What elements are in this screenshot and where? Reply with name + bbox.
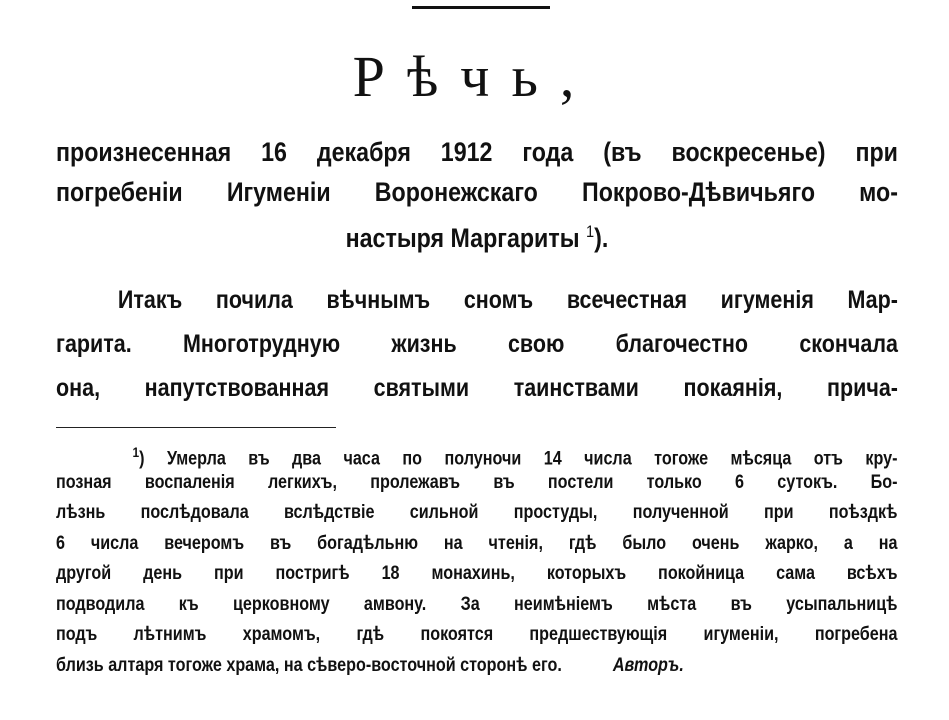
top-rule [412,6,550,9]
footnote-line-4: 6 числа вечеромъ въ богадѣльню на чтенiя, гдѣ было очень жарко, а на [56,532,898,554]
footnote-author: Авторъ. [612,654,684,676]
subtitle-line-2: погребенiи Игуменiи Воронежскаго Покрово-Дѣвичьяго мо- [56,177,898,207]
body-line-1: Итакъ почила вѣчнымъ сномъ всечестная игуменiя Мар- [117,286,898,314]
subtitle-line-3 [56,212,898,258]
footnote-line-7: подъ лѣтнимъ храмомъ, гдѣ покоятся предшествующiя игуменiи, погребена [56,624,898,645]
footnote-line-6: подводила къ церковному амвону. За неимѣнiемъ мѣста въ усыпальницѣ [56,593,898,615]
footnote-line-8-text: близь алтаря тогоже храма, на сѣверо-восточной сторонѣ его. [56,654,562,676]
body-paragraph [56,278,898,410]
page-title: Рѣчь, [352,44,597,109]
footnote-line-2: позная воспаленiя легкихъ, пролежавъ въ постели только 6 сутокъ. Бо- [56,471,898,493]
subtitle [56,132,898,258]
body-line-3: она, напутствованная святыми таинствами покаянiя, прича- [56,374,898,402]
subtitle-line-3-text: настыря Маргариты [345,223,580,253]
footnote-line-8 [56,651,898,682]
footnote-line-1 [56,437,898,468]
body-line-2: гарита. Многотрудную жизнь свою благочестно скончала [56,330,898,358]
footnote-rule [56,427,336,428]
footnote-reference[interactable]: 1 [585,222,595,241]
footnote-line-5: другой день при постригѣ 18 монахинь, которыхъ покойница сама всѣхъ [56,563,898,584]
subtitle-line-3-end: ). [594,223,609,253]
subtitle-line-1: произнесенная 16 декабря 1912 года (въ воскресенье) при [56,137,898,167]
footnote-line-3: лѣзнь послѣдовала вслѣдствiе сильной простуды, полученной при поѣздкѣ [56,502,898,523]
footnote [56,437,898,681]
footnote-line-1-text: Умерла въ два часа по полуночи 14 числа тогоже мѣсяца отъ кру- [166,448,898,470]
footnote-mark: 1 [132,444,140,460]
footnote-mark-close: ) [139,448,145,470]
